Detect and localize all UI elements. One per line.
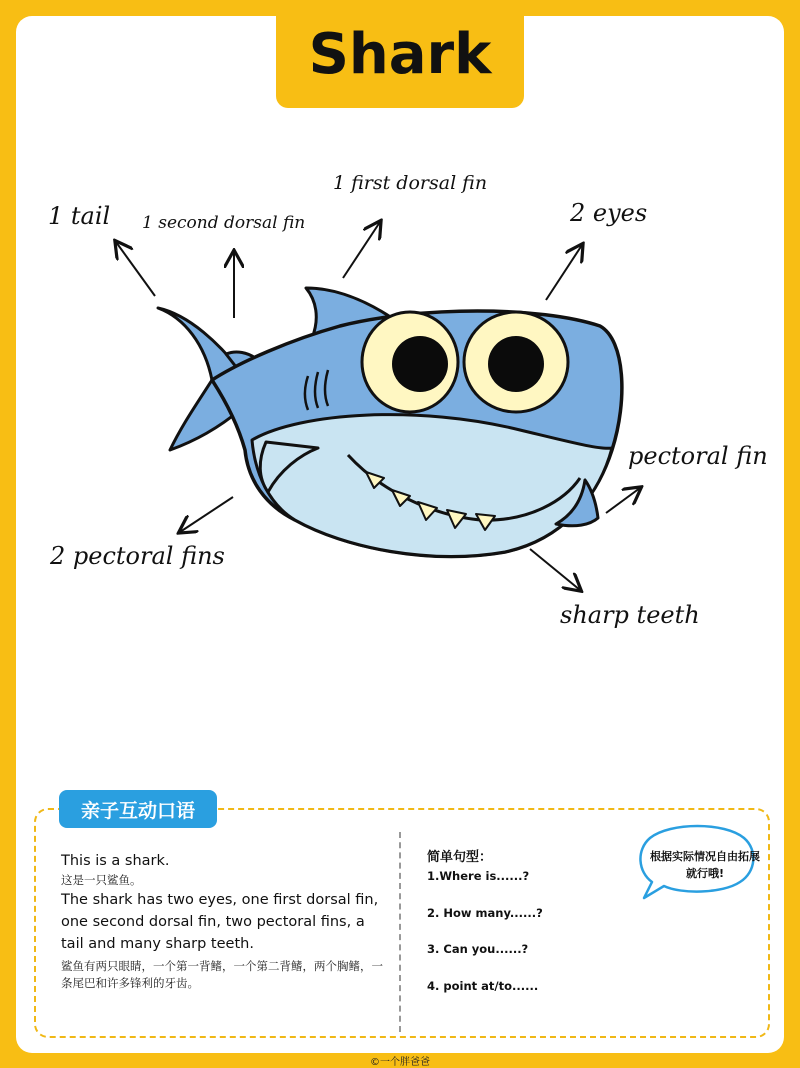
label-pectoral-fins: 2 pectoral fins <box>50 542 225 570</box>
dialog-text-block <box>61 850 386 992</box>
dialog-divider <box>399 832 401 1032</box>
label-eyes: 2 eyes <box>570 199 648 227</box>
label-first-dorsal-fin: 1 first dorsal fin <box>333 172 488 194</box>
pattern-item: 1.Where is......? <box>427 869 530 883</box>
arrow-first-dorsal <box>343 222 380 278</box>
page-title: Shark <box>308 21 492 87</box>
label-second-dorsal-fin: 1 second dorsal fin <box>142 213 306 233</box>
pupil-right <box>488 336 544 392</box>
dialog-line2-en: The shark has two eyes, one first dorsal fin, one second dorsal fin, two pectoral fins, a tail and many sharp teeth. <box>61 892 379 952</box>
dialog-line1-en: This is a shark. <box>61 853 170 869</box>
speech-bubble-text: 根据实际情况自由拓展就行哦! <box>650 850 760 880</box>
patterns-title: 简单句型： <box>427 850 493 865</box>
label-sharp-teeth: sharp teeth <box>560 601 700 629</box>
label-pectoral-fin: pectoral fin <box>628 442 768 470</box>
dialog-line1-cn: 这是一只鲨鱼。 <box>61 873 142 887</box>
pattern-item: 2. How many......? <box>427 906 543 920</box>
pattern-item: 3. Can you......? <box>427 942 529 956</box>
pattern-item: 4. point at/to...... <box>427 979 539 993</box>
arrow-eyes <box>546 245 582 300</box>
arrow-pectoral-fin <box>606 488 640 513</box>
arrow-pectoral-fins <box>180 497 233 532</box>
dialog-badge: 亲子互动口语 <box>59 790 217 828</box>
pupil-left <box>392 336 448 392</box>
credit-footer: ©一个胖爸爸 <box>370 1057 430 1068</box>
arrow-teeth <box>530 549 580 590</box>
dialog-line2-cn: 鲨鱼有两只眼睛，一个第一背鳍，一个第二背鳍，两个胸鳍，一条尾巴和许多锋利的牙齿。 <box>61 959 383 990</box>
arrow-tail <box>116 242 155 296</box>
label-tail: 1 tail <box>48 202 111 230</box>
